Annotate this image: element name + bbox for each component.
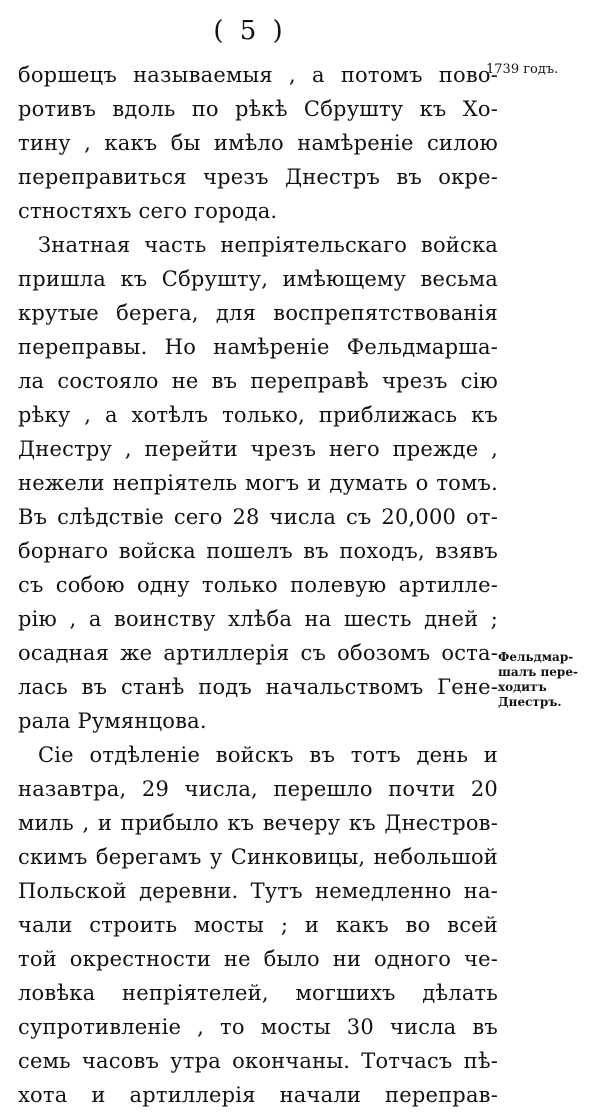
text-line: Польской деревни. Тутъ немедленно на- [18, 879, 498, 903]
text-line: Сіе отдѣленіе войскъ въ тотъ день и [38, 743, 498, 767]
text-line: хота и артиллерія начали переправ- [18, 1083, 498, 1107]
text-line: назавтра, 29 числа, перешло почти 20 [18, 777, 498, 801]
text-line: рѣку , а хотѣлъ только, приближась къ [18, 403, 498, 427]
page-number: ( 5 ) [213, 16, 287, 46]
text-line: нежели непріятель могъ и думать о томъ. [18, 471, 498, 495]
text-line: съ собою одну только полевую артилле- [18, 573, 498, 597]
margin-year-note: 1739 годъ. [486, 62, 559, 77]
text-line: лась въ станѣ подъ начальствомъ Гене- [18, 675, 498, 699]
text-line: Въ слѣдствіе сего 28 числа съ 20,000 от- [18, 505, 498, 529]
text-line: рала Румянцова. [18, 709, 207, 733]
text-line: тину , какъ бы имѣло намѣреніе силою [18, 131, 498, 155]
text-line: ла состояло не въ переправѣ чрезъ сію [18, 369, 498, 393]
margin-note-line: Днестръ. [498, 695, 562, 709]
text-line: семь часовъ утра окончаны. Тотчасъ пѣ- [18, 1049, 498, 1073]
text-line: борнаго войска пошелъ въ походъ, взявъ [18, 539, 498, 563]
margin-note-crossing [498, 650, 602, 710]
text-line: ротивъ вдоль по рѣкѣ Сбрушту къ Хо- [18, 97, 498, 121]
text-line: ловѣка непріятелей, могшихъ дѣлать [18, 981, 498, 1005]
margin-note-line: ходитъ [498, 680, 547, 694]
text-line: пришла къ Сбрушту, имѣющему весьма [18, 267, 498, 291]
text-line: осадная же артиллерія съ обозомъ оста- [18, 641, 498, 665]
text-line: чали строить мосты ; и какъ во всей [18, 913, 498, 937]
text-line: крутые берега, для воспрепятствованія [18, 301, 498, 325]
text-line: переправиться чрезъ Днестръ въ окре- [18, 165, 498, 189]
margin-note-line: шалъ пере- [498, 665, 578, 679]
text-line: переправы. Но намѣреніе Фельдмарша- [18, 335, 498, 359]
margin-note-line: Фельдмар- [498, 650, 574, 664]
text-line: рію , а воинству хлѣба на шесть дней ; [18, 607, 498, 631]
text-line: той окрестности не было ни одного че- [18, 947, 498, 971]
text-line: Днестру , перейти чрезъ него прежде , [18, 437, 498, 461]
main-text-block [18, 58, 498, 1112]
text-line: стностяхъ сего города. [18, 199, 278, 223]
text-line: скимъ берегамъ у Синковицы, небольшой [18, 845, 498, 869]
text-line: боршецъ называемыя , а потомъ пово- [18, 63, 498, 87]
text-line: супротивленіе , то мосты 30 числа въ [18, 1015, 498, 1039]
text-line: миль , и прибыло къ вечеру къ Днестров- [18, 811, 498, 835]
text-line: Знатная часть непріятельскаго войска [38, 233, 498, 257]
